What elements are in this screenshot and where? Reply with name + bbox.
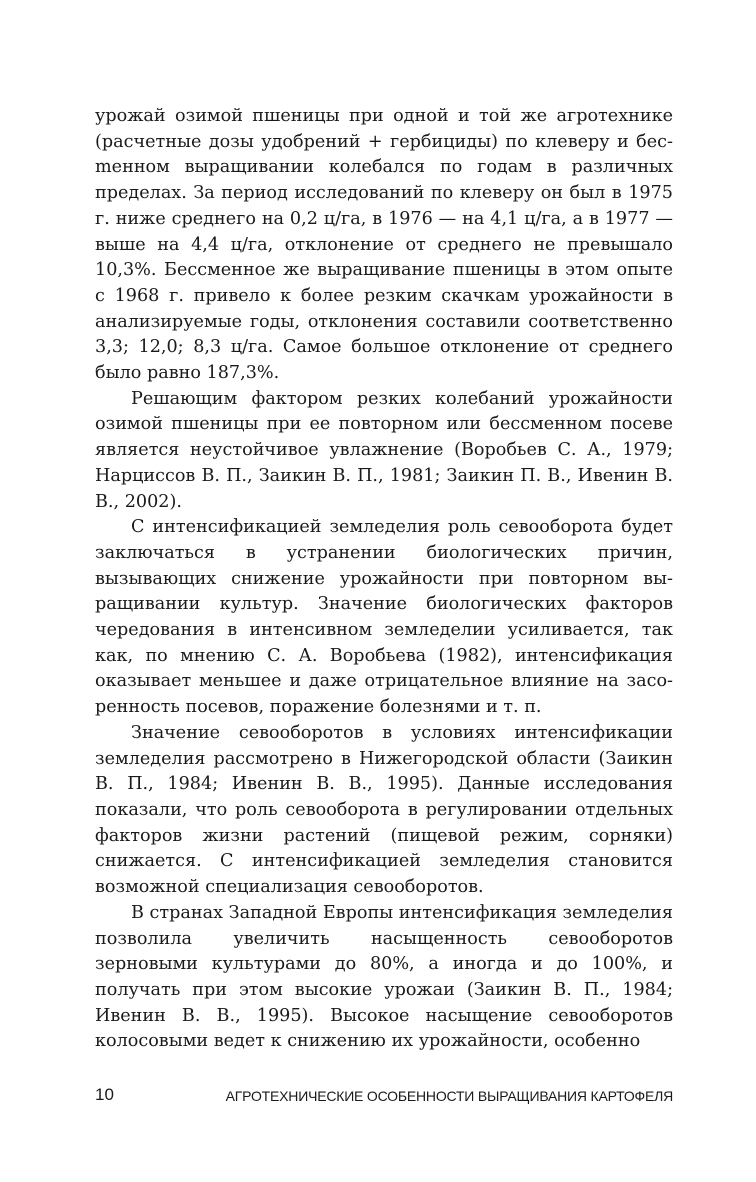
paragraph-3: С интенсификацией земледелия роль севооборота будет заключаться в устранении биологических причин, вызывающих снижение урожайности при повторном выращивании культур. Значение биологических факторов чередования в интенсивном земледелии усиливается, так как, по мнению С. А. Воробьева (1982), интенсификация оказывает меньшее и даже отрицательное влияние на засоренность посевов, поражение болезнями и т. п. bbox=[95, 517, 673, 718]
running-title: АГРОТЕХНИЧЕСКИЕ ОСОБЕННОСТИ ВЫРАЩИВАНИЯ КАРТОФЕЛЯ bbox=[225, 1088, 673, 1104]
paragraph-5: В странах Западной Европы интенсификация земледелия позволила увеличить насыщенность севооборотов зерновыми культурами до 80%, а иногда и до 100%, и получать при этом высокие урожаи (Заикин В. П., 1984; Ивенин В. В., 1995). Высокое насыщение севооборотов колосовыми ведет к снижению их урожайности, особенно bbox=[95, 902, 673, 1052]
paragraph-2: Решающим фактором резких колебаний урожайности озимой пшеницы при ее повторном или бессменном посеве является неустойчивое увлажнение (Воробьев С. А., 1979; Нарциссов В. П., Заикин В. П., 1981; Заикин П. В., Ивенин В. В., 2002). bbox=[95, 388, 673, 512]
paragraph-4: Значение севооборотов в условиях интенсификации земледелия рассмотрено в Нижегородской области (Заикин В. П., 1984; Ивенин В. В., 1995). Данные исследования показали, что роль севооборота в регулировании отдельных факторов жизни растений (пищевой режим, сорняки) снижается. С интенсификацией земледелия становится возможной специализация севооборотов. bbox=[95, 722, 673, 898]
body-text bbox=[95, 104, 673, 1055]
page-footer bbox=[95, 1084, 673, 1106]
paragraph-1: урожай озимой пшеницы при одной и той же агротехнике (расчетные дозы удобрений + гербициды) по клеверу и бесmенном выращивании колебался по годам в различных пределах. За период исследований по клеверу он был в 1975 г. ниже среднего на 0,2 ц/га, в 1976 — на 4,1 ц/га, а в 1977 — выше на 4,4 ц/га, отклонение от среднего не превышало 10,3%. Бессменное же выращивание пшеницы в этом опыте с 1968 г. привело к более резким скачкам урожайности в анализируемые годы, отклонения составили соответственно 3,3; 12,0; 8,3 ц/га. Самое большое отклонение от среднего было равно 187,3%. bbox=[95, 106, 673, 384]
page-number: 10 bbox=[95, 1085, 114, 1104]
